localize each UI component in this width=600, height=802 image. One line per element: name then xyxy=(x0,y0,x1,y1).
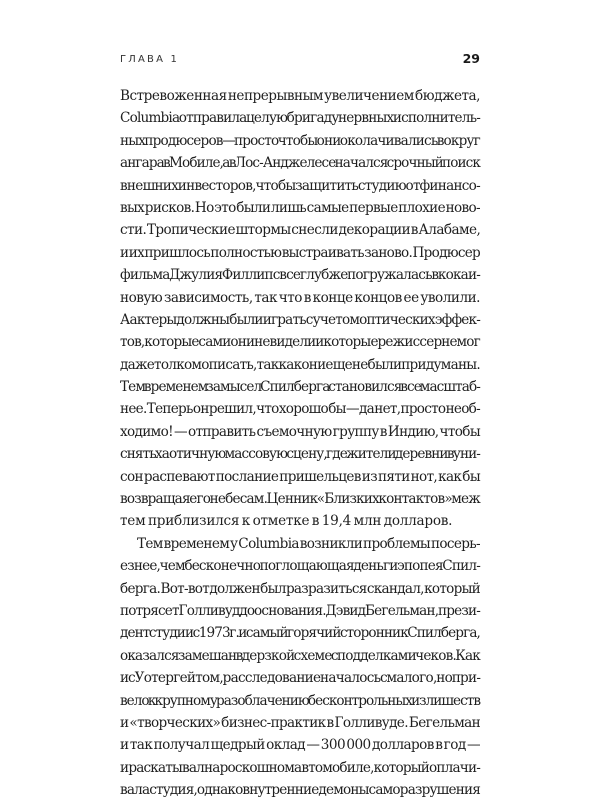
text-line-paragraph-end: тем приблизился к отметке в 19,4 млн долларов. xyxy=(120,513,453,530)
text-line: Встревоженная непрерывным увеличением бюджета, xyxy=(120,88,480,104)
text-line: ных продюсеров — просто чтобы они околачивались вокруг xyxy=(120,132,480,149)
text-line: тов, которые сами они не видели и которые режиссер не мог xyxy=(120,334,480,351)
text-line: и «творческих» бизнес-практик в Голливуде. Бегельман xyxy=(120,714,480,731)
text-line: и с Уотергейтом, расследование началось с малого, но при- xyxy=(120,670,481,687)
text-line: вала студия, однако внутренние демоны саморазрушения xyxy=(120,782,480,799)
text-line: возвращая его небесам. Ценник «Близких контактов» меж xyxy=(120,491,480,508)
text-line: и их пришлось полностью выстраивать заново. Продюсер xyxy=(120,244,480,261)
text-line-paragraph-start: Тем временем у Columbia возникли проблемы посерь- xyxy=(137,535,480,552)
running-head-chapter: ГЛАВА 1 xyxy=(120,54,180,65)
text-line: дент студии с 1973 г. и самый горячий сторонник Спилберга, xyxy=(120,625,480,642)
text-line: А актеры должны были играть с учетом оптических эффек- xyxy=(120,311,480,328)
text-line: внешних инвесторов, чтобы защитить студию от финансо- xyxy=(120,177,480,194)
text-line: берга. Вот-вот должен был разразиться скандал, который xyxy=(120,580,480,597)
text-line: вело к крупному разоблачению бесконтрольных излишеств xyxy=(120,692,480,709)
text-line: сон распевают послание пришельцев из пяти нот, как бы xyxy=(120,468,480,485)
text-line: потрясет Голливуд до основания. Дэвид Бегельман, прези- xyxy=(120,602,480,619)
text-line: и раскатывал на роскошном автомобиле, который оплачи- xyxy=(120,759,480,776)
text-line: нее. Теперь он решил, что хорошо бы — да нет, просто необ- xyxy=(120,401,480,418)
text-line: даже толком описать, так как они еще не были придуманы. xyxy=(120,356,480,373)
text-line: снять хаотичную массовую сцену, где жители деревни в уни- xyxy=(120,446,480,463)
text-line: оказался замешан в дерзкой схеме с подделками чеков. Как xyxy=(120,647,480,664)
body-text xyxy=(120,85,480,802)
text-line: Тем временем замысел Спилберга становился все масштаб- xyxy=(120,379,480,396)
text-line: Columbia отправила целую бригаду нервных исполнитель- xyxy=(120,110,480,127)
text-line: езнее, чем бесконечно поглощающая деньги эпопея Спил- xyxy=(120,558,480,575)
text-line: новую зависимость, так что в конце концов ее уволили. xyxy=(120,289,480,306)
page-number: 29 xyxy=(462,51,480,66)
text-line: сти. Тропические штормы снесли декорации в Алабаме, xyxy=(120,222,481,239)
text-line: вых рисков. Но это были лишь самые первые плохие ново- xyxy=(120,199,480,216)
text-line: и так получал щедрый оклад — 300 000 долларов в год — xyxy=(120,737,480,754)
text-line: ходимо! — отправить съемочную группу в Индию, чтобы xyxy=(120,423,480,440)
text-line: ангара в Мобиле, а в Лос-Анджелесе начался срочный поиск xyxy=(120,155,480,172)
text-line: фильма Джулия Филлипс все глубже погружалась в кокаи- xyxy=(120,267,480,284)
